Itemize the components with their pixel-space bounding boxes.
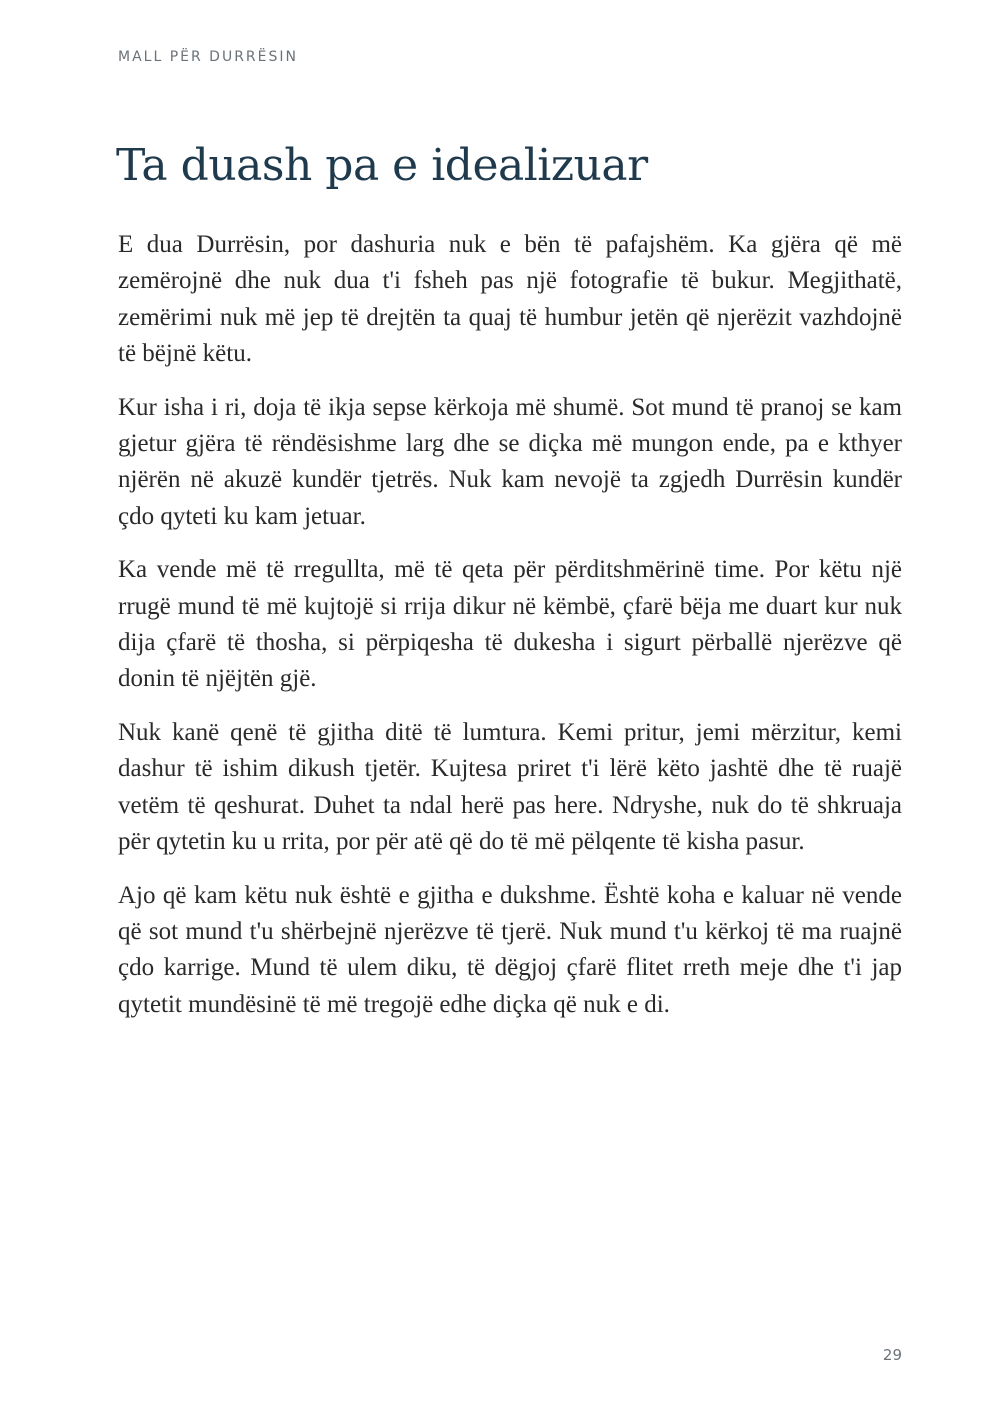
paragraph: E dua Durrësin, por dashuria nuk e bën të pafajshëm. Ka gjëra që më zemërojnë dhe nuk dua t'i fsheh pas një fotografie të bukur. Megjithatë, zemërimi nuk më jep të drejtën ta quaj të humbur jetën që njerëzit vazhdojnë të bëjnë këtu. [118,231,902,368]
paragraph: Kur isha i ri, doja të ikja sepse kërkoja më shumë. Sot mund të pranoj se kam gjetur gjëra të rëndësishme larg dhe se diçka më mungon ende, pa e kthyer njërën në akuzë kundër tjetrës. Nuk kam nevojë ta zgjedh Durrësin kundër çdo qyteti ku kam jetuar. [118,393,902,530]
paragraph: Nuk kanë qenë të gjitha ditë të lumtura. Kemi pritur, jemi mërzitur, kemi dashur të ishim dikush tjetër. Kujtesa priret t'i lërë këto jashtë dhe të ruajë vetëm të qeshurat. Duhet ta ndal herë pas here. Ndryshe, nuk do të shkruaja për qytetin ku u rrita, por për atë që do të më pëlqente të kisha pasur. [118,718,902,856]
chapter-title: Ta duash pa e idealizuar [116,140,648,191]
paragraph: Ka vende më të rregullta, më të qeta për përditshmërinë time. Por këtu një rrugë mund të më kujtojë si rrija dikur në këmbë, çfarë bëja me duart kur nuk dija çfarë të thosha, si përpiqesha të dukesha i sigurt përballë njerëzve që donin të njëjtën gjë. [118,556,902,693]
chapter-body [118,227,902,1040]
running-header: MALL PËR DURRËSIN [118,49,298,65]
paragraph: Ajo që kam këtu nuk është e gjitha e dukshme. Është koha e kaluar në vende që sot mund t'u shërbejnë njerëzve të tjerë. Nuk mund t'u kërkoj të ma ruajnë çdo karrige. Mund të ulem diku, të dëgjoj çfarë flitet rreth meje dhe t'i jap qytetit mundësinë të më tregojë edhe diçka që nuk e di. [118,881,902,1018]
page-number: 29 [882,1346,902,1364]
